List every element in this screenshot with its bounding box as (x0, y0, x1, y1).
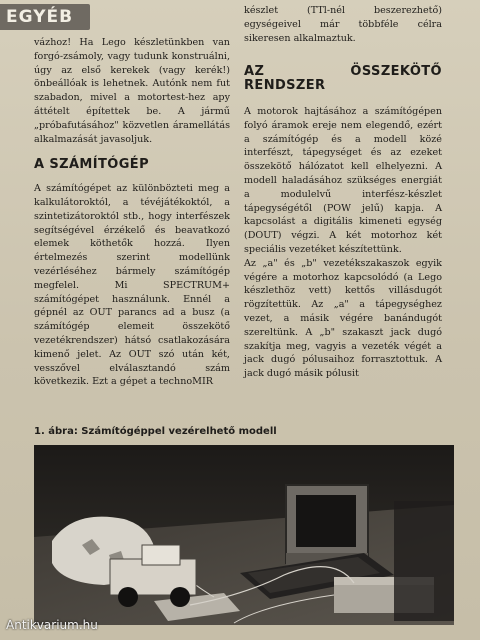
section-label: EGYÉB (6, 7, 74, 27)
right-column (244, 4, 442, 381)
right-para-2: Az „a" és „b" vezetékszakaszok egyik végére a motorhoz kapcsolódó (a Lego készlethöz vett) kettős villásdugót rögzítettük. Az „a" a tápegységhez vezet, a másik végére banándugót szereltünk. A „b" szakaszt jack dugó szakítja meg, vagyis a vezeték végét a jack dugó pólusaihoz forrasztottuk. A jack dugó másik pólusit (244, 257, 442, 380)
computer-model-photo (34, 445, 454, 625)
left-body-text: A számítógépet az különbözteti meg a kalkulátoroktól, a tévéjátékoktól, a szintetizátoroktól stb., hogy interfészek segítségével érzékelő és beavatkozó elemek köthetők hozzá. Ilyen értelmezés szerint modellünk vezérléséhez bármely számítógép megfelel. Mi SPECTRUM+ számítógépet használunk. Ennél a gépnél az OUT parancs ad a busz (a számítógép elemeit összekötő vezetékrendszer) hátsó csatlakozására kimenő jelet. Az OUT szó után két, vesszővel elválasztandó szám következik. Ezt a gépet a technoMIR (34, 183, 230, 388)
figure-caption: 1. ábra: Számítógéppel vezérelhető modell (34, 426, 277, 437)
left-column (34, 36, 230, 389)
right-intro-text: készlet (TTl-nél beszerezhető) egységeivel már többféle célra sikeresen alkalmaztuk. (244, 5, 442, 44)
connection-heading: AZ ÖSSZEKÖTŐ RENDSZER (244, 64, 442, 94)
computer-heading: A SZÁMÍTÓGÉP (34, 157, 150, 173)
figure-photo (34, 445, 454, 625)
right-para-1: A motorok hajtásához a számítógépen folyó áramok ereje nem elegendő, ezért a számítógép és a modell közé interfészt, tápegységet és az ezeket összekötő hálózatot kell elhelyezni. A modell haladásához szükséges energiát a modulelvű interfész-készlet tápegységétől (POW jelű) kapja. A kapcsolást a digitális kimeneti egység (DOUT) végzi. A két motorhoz két speciális vezetéket készítettünk. (244, 105, 442, 255)
section-tab (0, 4, 90, 30)
watermark: Antikvarium.hu (6, 618, 98, 632)
left-intro-text: vázhoz! Ha Lego készletünkben van forgó-zsámoly, vagy tudunk konstruálni, úgy az első kerekek (vagy kerék!) önbeállóak is lehetnek. Autónk nem fut szabadon, mivel a motortest-hez apy áttételt építettek be. A jármű „próbafutásához" közvetlen áramellátás alkalmazását javasoljuk. (34, 37, 230, 145)
